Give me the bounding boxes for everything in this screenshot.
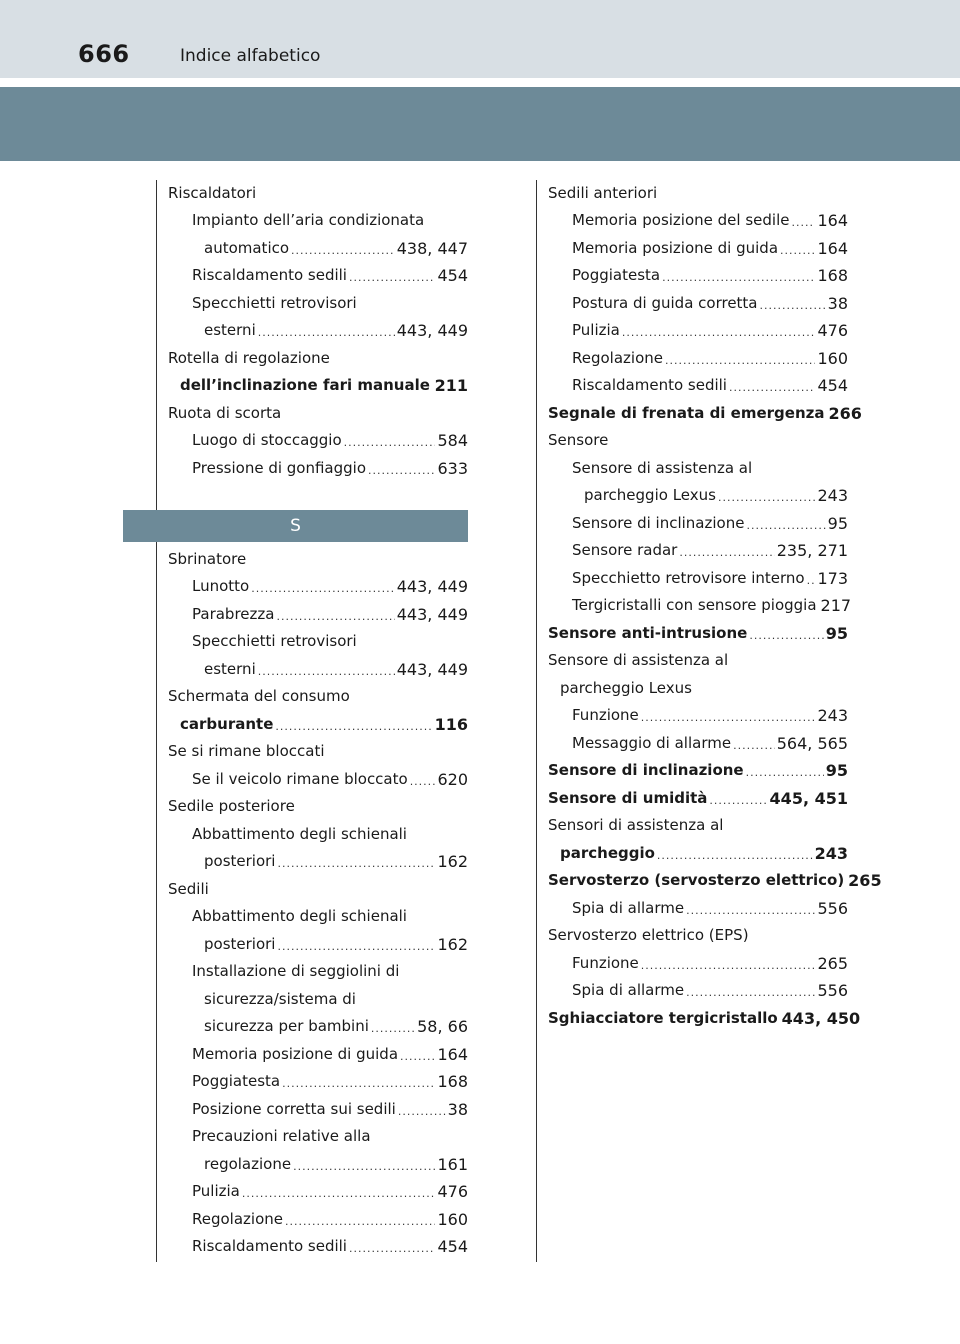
index-entry bbox=[548, 479, 848, 507]
index-entry-page: 443, 449 bbox=[396, 577, 468, 596]
index-entry-text: Ruota di scorta bbox=[168, 403, 282, 422]
index-entry-text: dell’inclinazione fari manuale bbox=[180, 376, 430, 394]
index-entry-text: Schermata del consumo bbox=[168, 687, 350, 705]
index-entry bbox=[548, 891, 848, 919]
index-entry-text: parcheggio bbox=[560, 843, 655, 862]
dot-leader bbox=[293, 1158, 435, 1175]
index-entry bbox=[168, 1202, 468, 1230]
index-entry-page: 95 bbox=[825, 761, 848, 780]
dot-leader bbox=[349, 1240, 435, 1257]
index-entry-page: 584 bbox=[437, 431, 468, 450]
index-entry-text: esterni bbox=[204, 659, 256, 678]
index-entry bbox=[548, 534, 848, 562]
index-entry bbox=[168, 341, 468, 369]
index-entry bbox=[548, 506, 848, 534]
index-entry bbox=[548, 754, 848, 782]
right-column-rule bbox=[536, 180, 537, 1262]
index-entry-page: 95 bbox=[827, 513, 848, 533]
index-entry-page: 476 bbox=[437, 1182, 468, 1201]
dot-leader bbox=[277, 938, 435, 955]
index-entry-page: 168 bbox=[437, 1072, 468, 1091]
index-entry bbox=[548, 919, 848, 947]
index-entry bbox=[168, 1010, 468, 1038]
index-entry-text: Sensore di inclinazione bbox=[572, 513, 745, 532]
index-entry bbox=[168, 1120, 468, 1148]
dot-leader bbox=[733, 737, 775, 754]
dot-leader bbox=[368, 462, 435, 479]
index-entry-text: Rotella di regolazione bbox=[168, 348, 330, 367]
index-entry-text: Riscaldamento sedili bbox=[192, 266, 347, 284]
dot-leader bbox=[657, 847, 813, 864]
index-entry-page: 443, 449 bbox=[396, 659, 468, 679]
index-entry bbox=[548, 176, 848, 204]
index-entry bbox=[168, 176, 468, 204]
dot-leader bbox=[276, 608, 394, 625]
index-entry-text: Memoria posizione di guida bbox=[572, 238, 779, 257]
index-entry bbox=[548, 259, 848, 287]
index-entry bbox=[168, 680, 468, 708]
index-entry-text: Funzione bbox=[572, 706, 639, 724]
index-entry-page: 162 bbox=[437, 852, 468, 871]
dot-leader bbox=[282, 1075, 435, 1092]
index-entry bbox=[168, 735, 468, 763]
index-entry bbox=[168, 790, 468, 818]
index-entry-page: 633 bbox=[437, 458, 468, 478]
dot-leader bbox=[686, 902, 815, 919]
dot-leader bbox=[251, 580, 395, 597]
dot-leader bbox=[791, 214, 815, 231]
dot-leader bbox=[718, 489, 816, 506]
index-entry-text: Pulizia bbox=[572, 321, 620, 339]
index-entry-text: sicurezza/sistema di bbox=[204, 989, 356, 1008]
index-entry-page: 243 bbox=[814, 843, 848, 863]
dot-leader bbox=[432, 379, 433, 396]
index-entry-text: Installazione di seggiolini di bbox=[192, 962, 400, 980]
index-entry-text: Sensore di assistenza al bbox=[548, 651, 729, 669]
index-entry bbox=[168, 314, 468, 342]
index-entry bbox=[168, 542, 468, 570]
index-entry-text: Abbattimento degli schienali bbox=[192, 907, 407, 925]
index-entry bbox=[168, 900, 468, 928]
index-entry bbox=[548, 671, 848, 699]
index-entry bbox=[548, 836, 848, 864]
index-entry-text: Impianto dell’aria condizionata bbox=[192, 211, 425, 229]
index-entry-text: Sensore di umidità bbox=[548, 788, 708, 807]
index-entry bbox=[168, 927, 468, 955]
index-entry-text: sicurezza per bambini bbox=[204, 1017, 369, 1035]
index-entry-page: 160 bbox=[817, 348, 848, 368]
index-entry-page: 168 bbox=[817, 266, 848, 285]
index-entry-page: 556 bbox=[817, 981, 848, 1000]
index-entry-page: 164 bbox=[437, 1044, 468, 1064]
index-entry-text: Sensore radar bbox=[572, 541, 678, 559]
index-list-left-bottom bbox=[168, 542, 468, 1257]
index-entry-text: Sbrinatore bbox=[168, 549, 247, 568]
index-entry bbox=[168, 259, 468, 287]
index-entry-text: parcheggio Lexus bbox=[584, 486, 716, 504]
dot-leader bbox=[686, 984, 815, 1001]
index-entry bbox=[168, 286, 468, 314]
index-entry-text: Pulizia bbox=[192, 1182, 240, 1200]
index-entry-text: Sensore di assistenza al bbox=[572, 458, 753, 477]
index-entry-text: Spia di allarme bbox=[572, 898, 685, 917]
index-entry-text: Funzione bbox=[572, 953, 639, 972]
dot-leader bbox=[729, 379, 815, 396]
index-entry-text: Posizione corretta sui sedili bbox=[192, 1099, 396, 1118]
index-entry-text: Specchietti retrovisori bbox=[192, 632, 357, 650]
index-entry-text: Sghiacciatore tergicristallo bbox=[548, 1008, 778, 1027]
index-entry bbox=[548, 809, 848, 837]
index-entry-text: regolazione bbox=[204, 1154, 292, 1173]
index-entry-text: Tergicristalli con sensore pioggia bbox=[572, 596, 817, 614]
index-entry-text: Pressione di gonfiaggio bbox=[192, 458, 367, 477]
dot-leader bbox=[344, 434, 436, 451]
index-entry bbox=[168, 707, 468, 735]
index-entry-text: Luogo di stoccaggio bbox=[192, 431, 342, 449]
index-entry-text: Abbattimento degli schienali bbox=[192, 824, 407, 843]
index-entry-page: 164 bbox=[817, 238, 848, 258]
index-entry bbox=[548, 451, 848, 479]
index-entry bbox=[168, 625, 468, 653]
index-entry-text: Regolazione bbox=[572, 348, 663, 367]
index-entry-page: 443, 450 bbox=[781, 1008, 861, 1028]
index-entry-text: Parabrezza bbox=[192, 604, 275, 623]
index-entry-page: 95 bbox=[825, 623, 848, 643]
index-entry bbox=[548, 424, 848, 452]
index-entry-page: 443, 449 bbox=[396, 604, 468, 624]
index-entry bbox=[548, 726, 848, 754]
index-entry bbox=[168, 845, 468, 873]
dot-leader bbox=[807, 572, 816, 589]
index-entry-page: 160 bbox=[437, 1209, 468, 1229]
index-entry-text: Se il veicolo rimane bloccato bbox=[192, 769, 408, 788]
index-entry-page: 161 bbox=[437, 1154, 468, 1174]
index-entry-text: Specchietto retrovisore interno bbox=[572, 568, 805, 587]
dot-leader bbox=[679, 544, 774, 561]
left-column-rule bbox=[156, 180, 157, 1262]
dot-leader bbox=[760, 297, 826, 314]
index-entry-text: Memoria posizione di guida bbox=[192, 1044, 399, 1063]
index-entry-page: 443, 449 bbox=[396, 321, 468, 340]
dot-leader bbox=[258, 324, 395, 341]
dot-leader bbox=[349, 269, 435, 286]
index-entry-text: posteriori bbox=[204, 852, 276, 870]
index-entry bbox=[548, 589, 852, 617]
index-entry-page: 38 bbox=[827, 293, 848, 313]
index-entry bbox=[168, 396, 468, 424]
index-entry bbox=[548, 1001, 861, 1029]
dot-leader bbox=[780, 242, 815, 259]
index-entry bbox=[168, 597, 468, 625]
index-entry bbox=[168, 817, 468, 845]
index-entry-page: 243 bbox=[817, 486, 848, 505]
index-entry-page: 217 bbox=[820, 596, 852, 615]
index-entry-page: 445, 451 bbox=[769, 788, 848, 808]
index-entry bbox=[548, 974, 848, 1002]
index-entry-page: 116 bbox=[434, 714, 468, 734]
index-entry-text: Sedili bbox=[168, 879, 209, 898]
index-entry bbox=[548, 341, 848, 369]
dot-leader bbox=[746, 517, 825, 534]
index-entry bbox=[548, 286, 848, 314]
index-entry-text: Memoria posizione del sedile bbox=[572, 211, 790, 229]
index-entry-page: 173 bbox=[817, 568, 848, 588]
index-list-right bbox=[548, 176, 882, 1029]
index-entry-page: 162 bbox=[437, 934, 468, 954]
index-entry bbox=[168, 231, 468, 259]
dot-leader bbox=[622, 324, 816, 341]
index-entry bbox=[548, 396, 862, 424]
index-entry bbox=[168, 451, 468, 479]
index-entry bbox=[168, 369, 468, 397]
dot-leader bbox=[749, 627, 823, 644]
index-entry-page: 454 bbox=[437, 1237, 468, 1256]
index-entry-text: Specchietti retrovisori bbox=[192, 293, 357, 312]
index-entry bbox=[548, 369, 848, 397]
index-entry-page: 235, 271 bbox=[776, 541, 848, 560]
index-entry-page: 620 bbox=[437, 769, 468, 789]
index-entry-text: Precauzioni relative alla bbox=[192, 1127, 371, 1145]
dot-leader bbox=[662, 269, 815, 286]
dot-leader bbox=[371, 1020, 415, 1037]
index-entry bbox=[548, 204, 848, 232]
dot-leader bbox=[277, 855, 435, 872]
index-entry-text: Messaggio di allarme bbox=[572, 733, 732, 752]
index-entry-page: 564, 565 bbox=[776, 733, 848, 753]
dot-leader bbox=[242, 1185, 436, 1202]
index-entry bbox=[168, 1037, 468, 1065]
index-entry-text: Se si rimane bloccati bbox=[168, 742, 325, 760]
index-entry bbox=[168, 1175, 468, 1203]
index-entry bbox=[168, 204, 468, 232]
index-entry bbox=[548, 781, 848, 809]
index-entry-text: Sensori di assistenza al bbox=[548, 816, 724, 834]
index-entry-text: esterni bbox=[204, 321, 256, 339]
index-entry-text: Segnale di frenata di emergenza bbox=[548, 403, 825, 422]
section-letter-heading: S bbox=[123, 510, 468, 542]
index-entry bbox=[168, 1065, 468, 1093]
index-entry-text: Poggiatesta bbox=[572, 266, 661, 284]
dot-leader bbox=[641, 709, 816, 726]
index-entry-page: 38 bbox=[447, 1099, 468, 1119]
index-entry-page: 243 bbox=[817, 706, 848, 725]
index-entry-text: posteriori bbox=[204, 934, 276, 953]
index-entry-text: Postura di guida corretta bbox=[572, 293, 758, 312]
index-list-left-top bbox=[168, 176, 468, 479]
page-number: 666 bbox=[78, 40, 130, 68]
index-entry-page: 265 bbox=[817, 953, 848, 973]
dot-leader bbox=[641, 957, 816, 974]
index-entry-page: 164 bbox=[817, 211, 848, 230]
index-entry-page: 454 bbox=[437, 266, 468, 285]
index-entry bbox=[168, 1147, 468, 1175]
index-entry bbox=[548, 946, 848, 974]
dot-leader bbox=[410, 773, 436, 790]
index-entry bbox=[548, 231, 848, 259]
index-entry-text: parcheggio Lexus bbox=[560, 678, 692, 697]
index-entry bbox=[168, 872, 468, 900]
index-entry-text: Poggiatesta bbox=[192, 1072, 281, 1090]
dot-leader bbox=[665, 352, 815, 369]
index-entry bbox=[168, 1092, 468, 1120]
index-entry-text: Riscaldamento sedili bbox=[572, 376, 727, 394]
dot-leader bbox=[400, 1048, 435, 1065]
index-entry-text: Riscaldamento sedili bbox=[192, 1237, 347, 1255]
index-entry-page: 266 bbox=[828, 403, 862, 423]
index-entry-text: Regolazione bbox=[192, 1209, 283, 1228]
dot-leader bbox=[709, 792, 767, 809]
index-entry-text: automatico bbox=[204, 238, 290, 257]
page-title: Indice alfabetico bbox=[180, 46, 321, 66]
index-entry bbox=[548, 314, 848, 342]
index-entry-text: Sensore bbox=[548, 431, 609, 449]
index-entry-text: Servosterzo elettrico (EPS) bbox=[548, 926, 749, 944]
index-entry bbox=[168, 762, 468, 790]
index-entry-text: Sedili anteriori bbox=[548, 183, 658, 202]
index-entry-text: Sedile posteriore bbox=[168, 797, 295, 815]
index-entry bbox=[168, 1230, 468, 1258]
dot-leader bbox=[398, 1103, 446, 1120]
dot-leader bbox=[285, 1213, 435, 1230]
index-entry bbox=[168, 652, 468, 680]
dot-leader bbox=[746, 764, 824, 781]
dot-leader bbox=[275, 718, 432, 735]
index-entry-text: Lunotto bbox=[192, 577, 250, 595]
index-entry-page: 454 bbox=[817, 376, 848, 395]
index-entry bbox=[168, 982, 468, 1010]
index-entry-page: 211 bbox=[434, 376, 468, 395]
dot-leader bbox=[258, 663, 395, 680]
index-entry-text: Servosterzo (servosterzo elettrico) bbox=[548, 871, 845, 889]
dot-leader bbox=[291, 242, 395, 259]
index-entry-text: Sensore anti-intrusione bbox=[548, 623, 748, 642]
index-entry bbox=[168, 570, 468, 598]
header-banner bbox=[0, 87, 960, 161]
index-entry bbox=[168, 955, 468, 983]
header-strip bbox=[0, 0, 960, 78]
index-entry-text: carburante bbox=[180, 714, 274, 733]
index-entry-text: Spia di allarme bbox=[572, 981, 685, 999]
index-entry bbox=[548, 616, 848, 644]
index-entry bbox=[548, 644, 848, 672]
index-entry-text: Sensore di inclinazione bbox=[548, 761, 744, 779]
index-entry-page: 265 bbox=[848, 871, 882, 890]
index-entry-page: 58, 66 bbox=[417, 1017, 468, 1036]
index-entry-page: 556 bbox=[817, 898, 848, 918]
index-entry-text: Riscaldatori bbox=[168, 183, 257, 202]
index-entry bbox=[548, 864, 882, 892]
index-entry bbox=[548, 561, 848, 589]
index-entry bbox=[548, 699, 848, 727]
index-entry-page: 438, 447 bbox=[396, 238, 468, 258]
index-entry bbox=[168, 424, 468, 452]
index-entry-page: 476 bbox=[817, 321, 848, 340]
